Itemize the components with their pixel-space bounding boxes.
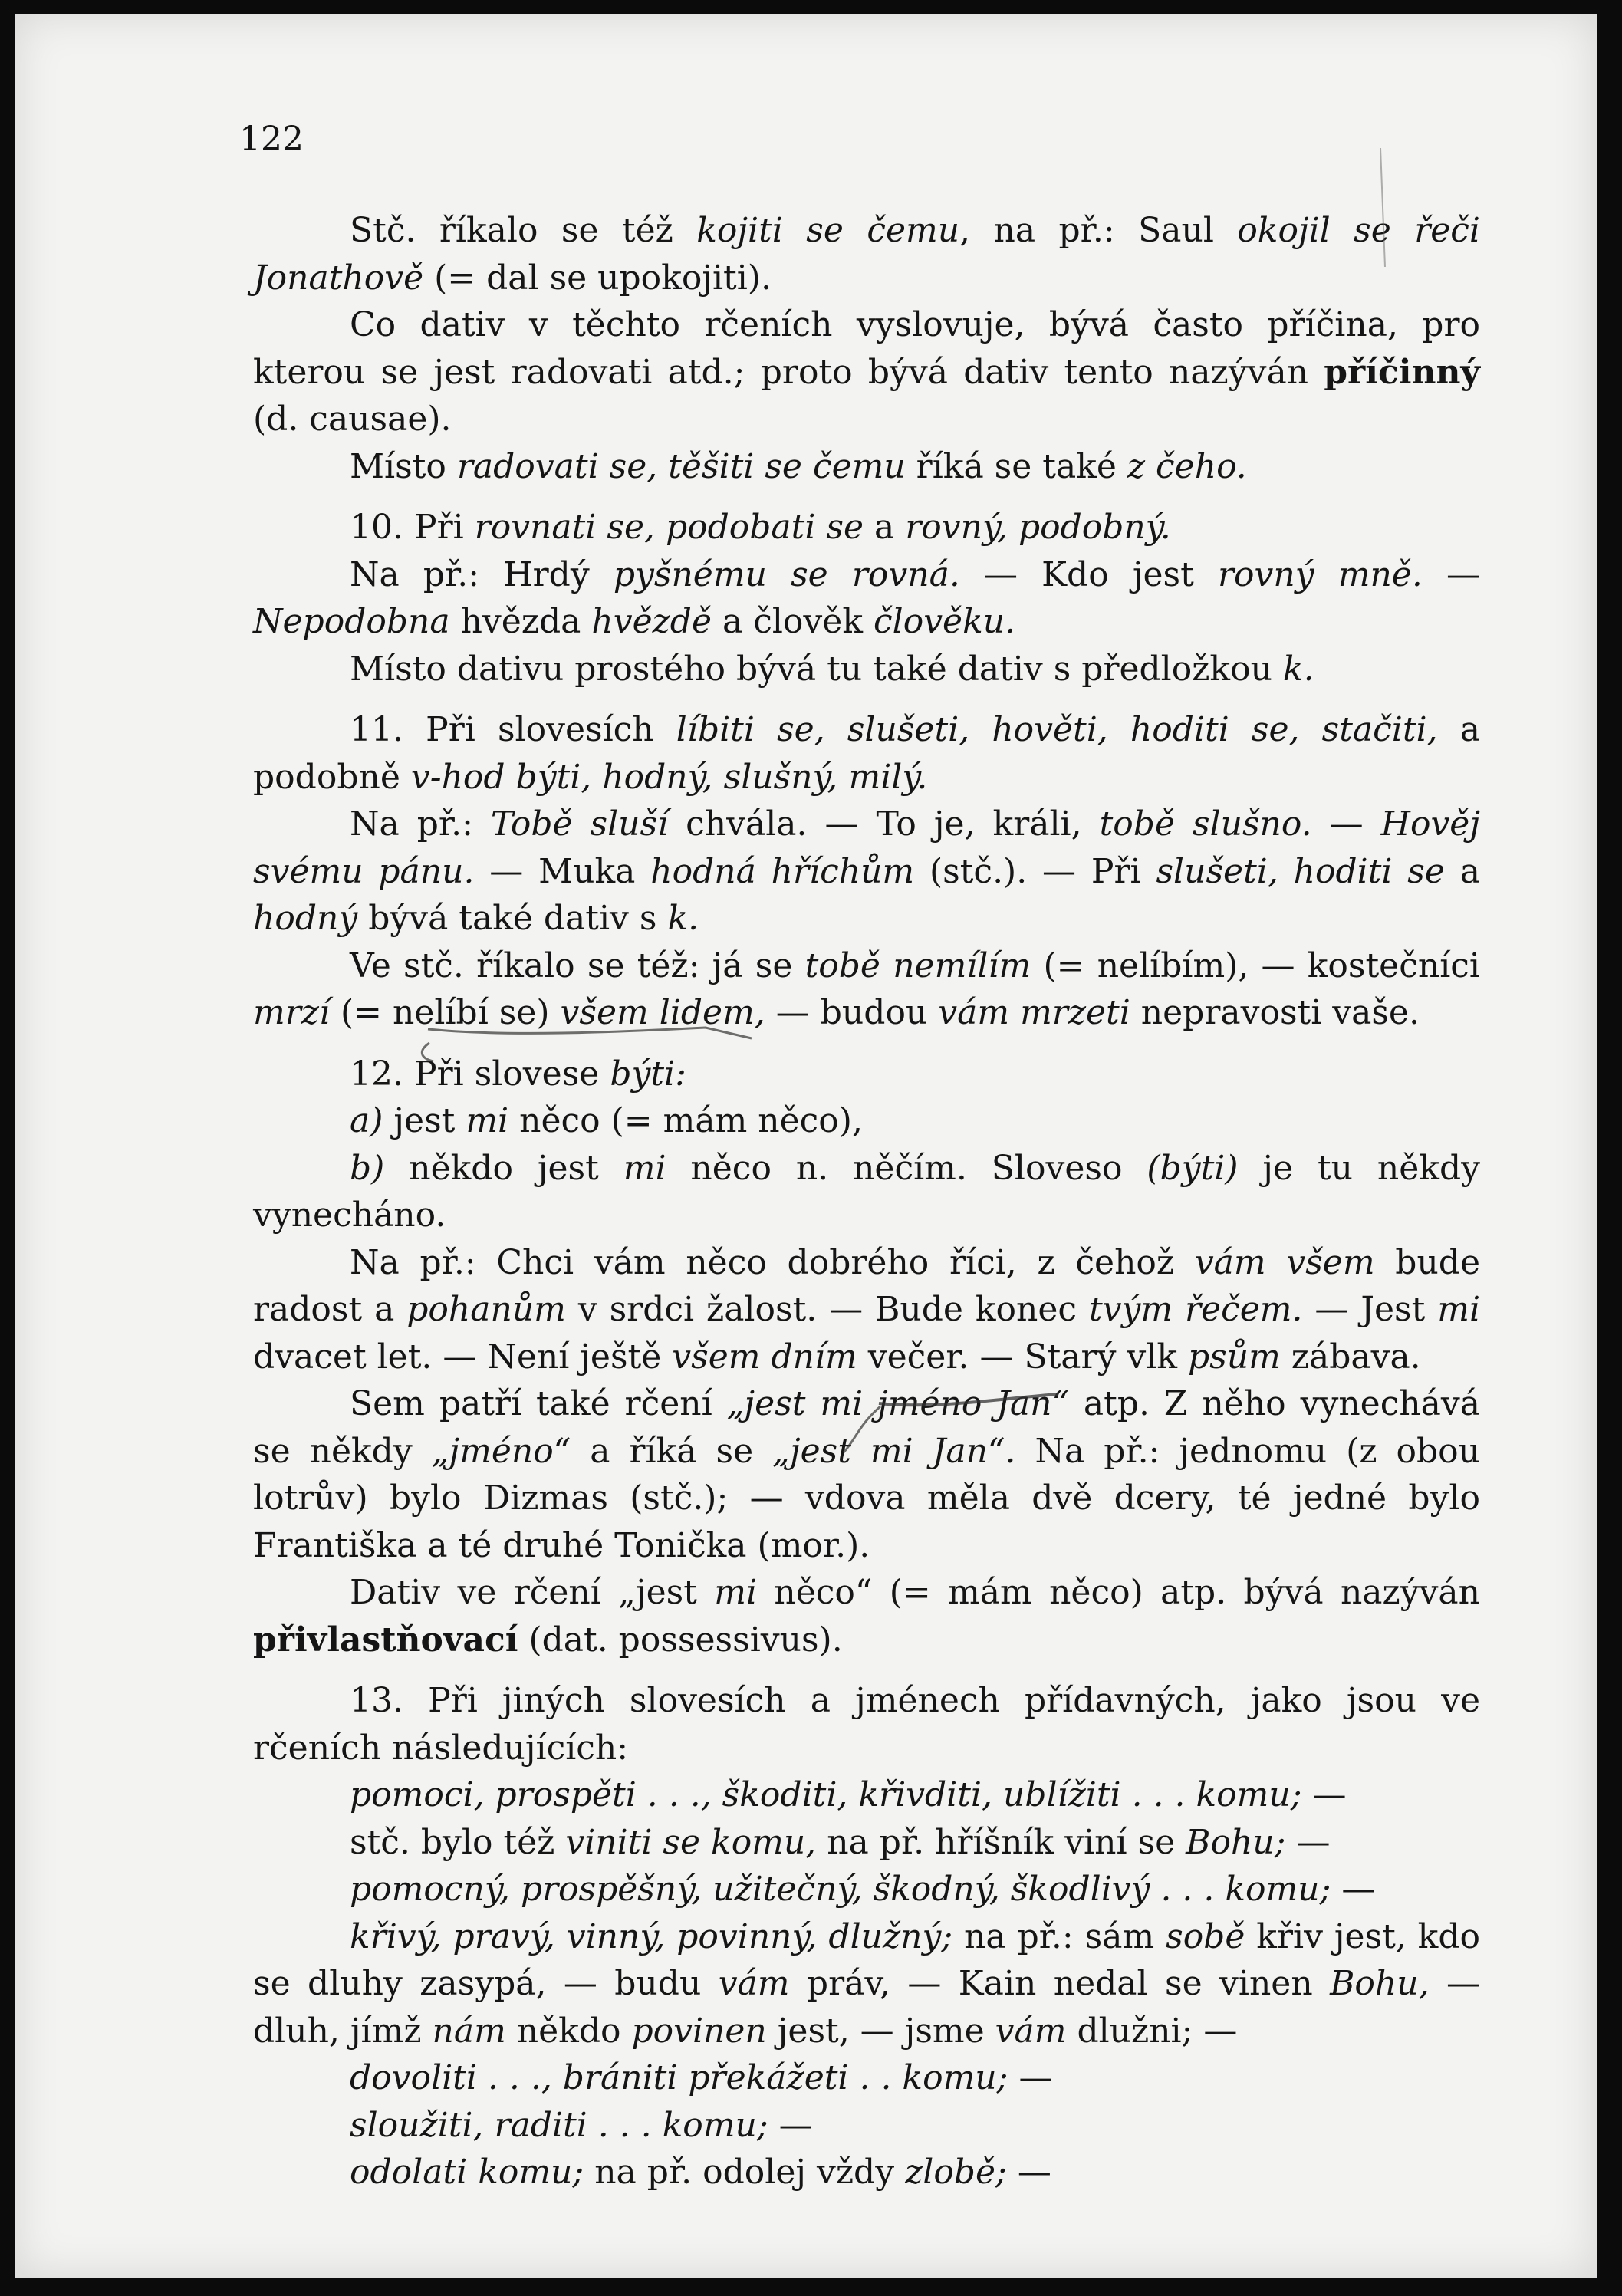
text-run: Místo dativu prostého bývá tu také dativ s předložkou bbox=[350, 649, 1283, 689]
italic-run: nám bbox=[432, 2011, 506, 2051]
text-run: dlužni; — bbox=[1066, 2011, 1238, 2051]
text-run: — bbox=[1331, 1870, 1376, 1909]
paragraph-p9 bbox=[253, 942, 1480, 1037]
text-run: — bbox=[1008, 2058, 1053, 2097]
text-run: říká se také bbox=[905, 446, 1127, 486]
italic-run: „jméno“ bbox=[431, 1431, 571, 1471]
paragraph-p21 bbox=[253, 2054, 1480, 2102]
text-run: (= dal se upokojiti). bbox=[423, 258, 772, 298]
text-run: Na př.: Hrdý bbox=[350, 554, 614, 594]
text-run: nepravosti vaše. bbox=[1130, 993, 1420, 1032]
text-run: 11. Při slovesích bbox=[350, 710, 676, 749]
paragraph-p15 bbox=[253, 1569, 1480, 1663]
text-run: (= nelíbím), — kostečníci bbox=[1031, 946, 1480, 985]
italic-run: Bohu; bbox=[1186, 1822, 1286, 1862]
italic-run: zlobě; bbox=[905, 2153, 1007, 2192]
paragraph-p8 bbox=[253, 801, 1480, 942]
italic-run: pohanům bbox=[406, 1290, 566, 1329]
italic-run: psům bbox=[1187, 1337, 1281, 1377]
page-number: 122 bbox=[239, 120, 304, 159]
text-run: — bbox=[1285, 1822, 1331, 1862]
italic-run: tobě nemílím bbox=[804, 946, 1031, 985]
text-run: a říká se bbox=[571, 1431, 773, 1471]
paragraph-p23 bbox=[253, 2149, 1480, 2196]
text-run: něco n. něčím. Sloveso bbox=[666, 1148, 1147, 1188]
paragraph-p20 bbox=[253, 1913, 1480, 2055]
text-run: 10. Při bbox=[350, 508, 475, 547]
text-run: práv, — Kain nedal se vinen bbox=[789, 1964, 1331, 2003]
text-run: něco (= mám něco), bbox=[508, 1101, 863, 1140]
text-run: — bbox=[1311, 804, 1381, 844]
paragraph-p4 bbox=[253, 504, 1480, 551]
italic-run: všem lidem, bbox=[560, 993, 765, 1032]
text-run: někdo bbox=[505, 2011, 632, 2051]
paragraph-p3 bbox=[253, 443, 1480, 491]
paragraph-p10 bbox=[253, 1051, 1480, 1098]
italic-run: Tobě sluší bbox=[490, 804, 669, 844]
italic-run: viniti se komu, bbox=[565, 1822, 817, 1862]
text-run: Co dativ v těchto rčeních vyslovuje, bývá často příčina, pro kterou se jest radovati atd.; proto bývá dativ tento nazýván bbox=[253, 305, 1480, 392]
paragraph-p19 bbox=[253, 1866, 1480, 1913]
italic-run: hodný bbox=[253, 899, 358, 938]
paragraph-p6 bbox=[253, 646, 1480, 693]
text-run: něco“ (= mám něco) atp. bývá nazýván bbox=[757, 1573, 1480, 1612]
paragraph-p2 bbox=[253, 301, 1480, 443]
italic-run: rovný mně. bbox=[1217, 554, 1423, 594]
text-run: a bbox=[1444, 851, 1481, 891]
text-run: Sem patří také rčení bbox=[350, 1384, 727, 1423]
italic-run: odolati komu; bbox=[350, 2153, 584, 2192]
italic-run: Bohu, bbox=[1330, 1964, 1430, 2003]
italic-run: dovoliti . . ., brániti překážeti . . komu; bbox=[350, 2058, 1008, 2097]
paragraph-p13 bbox=[253, 1239, 1480, 1381]
italic-run: pomoci, prospěti . . ., škoditi, křivditi, ublížiti . . . komu; bbox=[350, 1775, 1302, 1814]
text-run: na př. odolej vždy bbox=[584, 2153, 906, 2192]
paragraph-p5 bbox=[253, 551, 1480, 646]
italic-run: hodná hříchům bbox=[650, 851, 915, 891]
text-run: Na př.: jednomu (z obou lotrův) bylo Dizmas (stč.); — vdova měla dvě dcery, té jedné bylo Františka a té druhé Tonička (mor.). bbox=[253, 1431, 1480, 1565]
italic-run: Nepodobna bbox=[253, 602, 450, 641]
italic-run: k. bbox=[667, 899, 699, 938]
italic-run: všem dním bbox=[672, 1337, 857, 1377]
text-run: — bbox=[1422, 554, 1481, 594]
text-run: 13. Při jiných slovesích a jménech přídavných, jako jsou ve rčeních následujících: bbox=[253, 1681, 1480, 1768]
italic-run: mi bbox=[714, 1573, 758, 1612]
text-run: (= nelíbí se) bbox=[330, 993, 561, 1032]
text-run: — bbox=[1301, 1775, 1347, 1814]
text-run: někdo jest bbox=[384, 1148, 623, 1188]
text-run: večer. — Starý vlk bbox=[857, 1337, 1188, 1377]
text-run: Ve stč. říkalo se též: já se bbox=[350, 946, 805, 985]
italic-run: mi bbox=[623, 1148, 666, 1188]
text-run: Dativ ve rčení „jest bbox=[350, 1573, 715, 1612]
text-run: na př. hříšník viní se bbox=[816, 1822, 1186, 1862]
italic-run: povinen bbox=[631, 2011, 767, 2051]
text-run: stč. bylo též bbox=[350, 1822, 566, 1862]
italic-run: býti: bbox=[610, 1054, 686, 1094]
text-run: a člověk bbox=[712, 602, 874, 641]
italic-run: křivý, pravý, vinný, povinný, dlužný; bbox=[350, 1916, 953, 1956]
text-run: 12. Při slovese bbox=[350, 1054, 610, 1094]
italic-run: radovati se, těšiti se čemu bbox=[456, 446, 906, 486]
text-run: jest bbox=[383, 1101, 466, 1140]
paragraph-p1 bbox=[253, 207, 1480, 301]
text-run: jest, — jsme bbox=[766, 2011, 995, 2051]
text-run: zábava. bbox=[1280, 1337, 1421, 1377]
text-run: — Jest bbox=[1302, 1290, 1438, 1329]
italic-run: „jest mi Jan“. bbox=[772, 1431, 1016, 1471]
book-page bbox=[15, 14, 1597, 2278]
text-run: v srdci žalost. — Bude konec bbox=[565, 1290, 1089, 1329]
body-text bbox=[253, 207, 1480, 2196]
italic-run: mrzí bbox=[253, 993, 331, 1032]
text-run: (stč.). — Při bbox=[914, 851, 1156, 891]
text-run: — Kdo jest bbox=[959, 554, 1218, 594]
text-run: a podobně bbox=[253, 710, 1480, 797]
italic-run: vám všem bbox=[1194, 1242, 1375, 1282]
text-run: bude radost a bbox=[253, 1242, 1480, 1329]
italic-run: vám mrzeti bbox=[938, 993, 1130, 1032]
italic-run: k. bbox=[1282, 649, 1314, 689]
text-run: (dat. possessivus). bbox=[518, 1620, 843, 1660]
italic-run: vám bbox=[995, 2011, 1067, 2051]
bold-term: přivlastňovací bbox=[253, 1620, 518, 1660]
text-run: je tu někdy vynecháno. bbox=[253, 1148, 1480, 1235]
text-run: Na př.: bbox=[350, 804, 491, 844]
paragraph-p14 bbox=[253, 1380, 1480, 1569]
italic-run: sobě bbox=[1166, 1916, 1245, 1956]
italic-run: slušeti, hoditi se bbox=[1156, 851, 1445, 891]
italic-run: Hověj svému pánu. bbox=[253, 804, 1480, 891]
paragraph-p12 bbox=[253, 1145, 1480, 1239]
paragraph-p18 bbox=[253, 1819, 1480, 1867]
italic-run: mi bbox=[466, 1101, 509, 1140]
italic-run: líbiti se, slušeti, hověti, hoditi se, stačiti, bbox=[676, 710, 1438, 749]
text-run: a bbox=[864, 508, 906, 547]
italic-run: pyšnému se rovná. bbox=[613, 554, 960, 594]
text-run: Na př.: Chci vám něco dobrého říci, z čehož bbox=[350, 1242, 1195, 1282]
italic-run: v-hod býti, hodný, slušný, milý. bbox=[410, 757, 928, 797]
text-run: — bbox=[768, 2105, 813, 2145]
italic-run: člověku. bbox=[873, 602, 1016, 641]
italic-run: tvým řečem. bbox=[1088, 1290, 1303, 1329]
italic-run: rovný, podobný. bbox=[905, 508, 1171, 547]
italic-run: z čeho. bbox=[1127, 446, 1247, 486]
text-run: , na př.: Saul bbox=[959, 211, 1238, 250]
text-run: — bbox=[1006, 2153, 1051, 2192]
text-run: — budou bbox=[765, 993, 939, 1032]
paragraph-p7 bbox=[253, 706, 1480, 801]
text-run: atp. Z něho vynechává se někdy bbox=[253, 1384, 1481, 1471]
italic-run: hvězdě bbox=[591, 602, 712, 641]
text-run: křiv jest, kdo se dluhy zasypá, — budu bbox=[253, 1916, 1480, 2003]
paragraph-p17 bbox=[253, 1771, 1480, 1819]
text-run: bývá také dativ s bbox=[357, 899, 668, 938]
bold-term: příčinný bbox=[1324, 352, 1480, 392]
text-run: hvězda bbox=[449, 602, 592, 641]
italic-run: (býti) bbox=[1147, 1148, 1239, 1188]
italic-run: mi bbox=[1437, 1290, 1481, 1329]
text-run: Stč. říkalo se též bbox=[350, 211, 697, 250]
paragraph-p16 bbox=[253, 1677, 1480, 1771]
italic-run: sloužiti, raditi . . . komu; bbox=[350, 2105, 768, 2145]
text-run: — Muka bbox=[474, 851, 651, 891]
text-run: Místo bbox=[350, 446, 457, 486]
italic-run: rovnati se, podobati se bbox=[474, 508, 864, 547]
italic-run: „jest mi jméno Jan“ bbox=[726, 1384, 1069, 1423]
italic-run: a) bbox=[350, 1101, 383, 1140]
text-run: dvacet let. — Není ještě bbox=[253, 1337, 673, 1377]
paragraph-p22 bbox=[253, 2102, 1480, 2150]
italic-run: kojiti se čemu bbox=[696, 211, 960, 250]
italic-run: pomocný, prospěšný, užitečný, škodný, škodlivý . . . komu; bbox=[350, 1870, 1331, 1909]
paragraph-p11 bbox=[253, 1097, 1480, 1145]
italic-run: okojil se řeči Jonathově bbox=[253, 211, 1480, 298]
text-run: na př.: sám bbox=[952, 1916, 1166, 1956]
italic-run: tobě slušno. bbox=[1099, 804, 1312, 844]
italic-run: vám bbox=[718, 1964, 790, 2003]
text-run: chvála. — To je, králi, bbox=[668, 804, 1100, 844]
text-run: — dluh, jímž bbox=[253, 1964, 1480, 2051]
text-run: (d. causae). bbox=[253, 400, 452, 439]
italic-run: b) bbox=[350, 1148, 385, 1188]
